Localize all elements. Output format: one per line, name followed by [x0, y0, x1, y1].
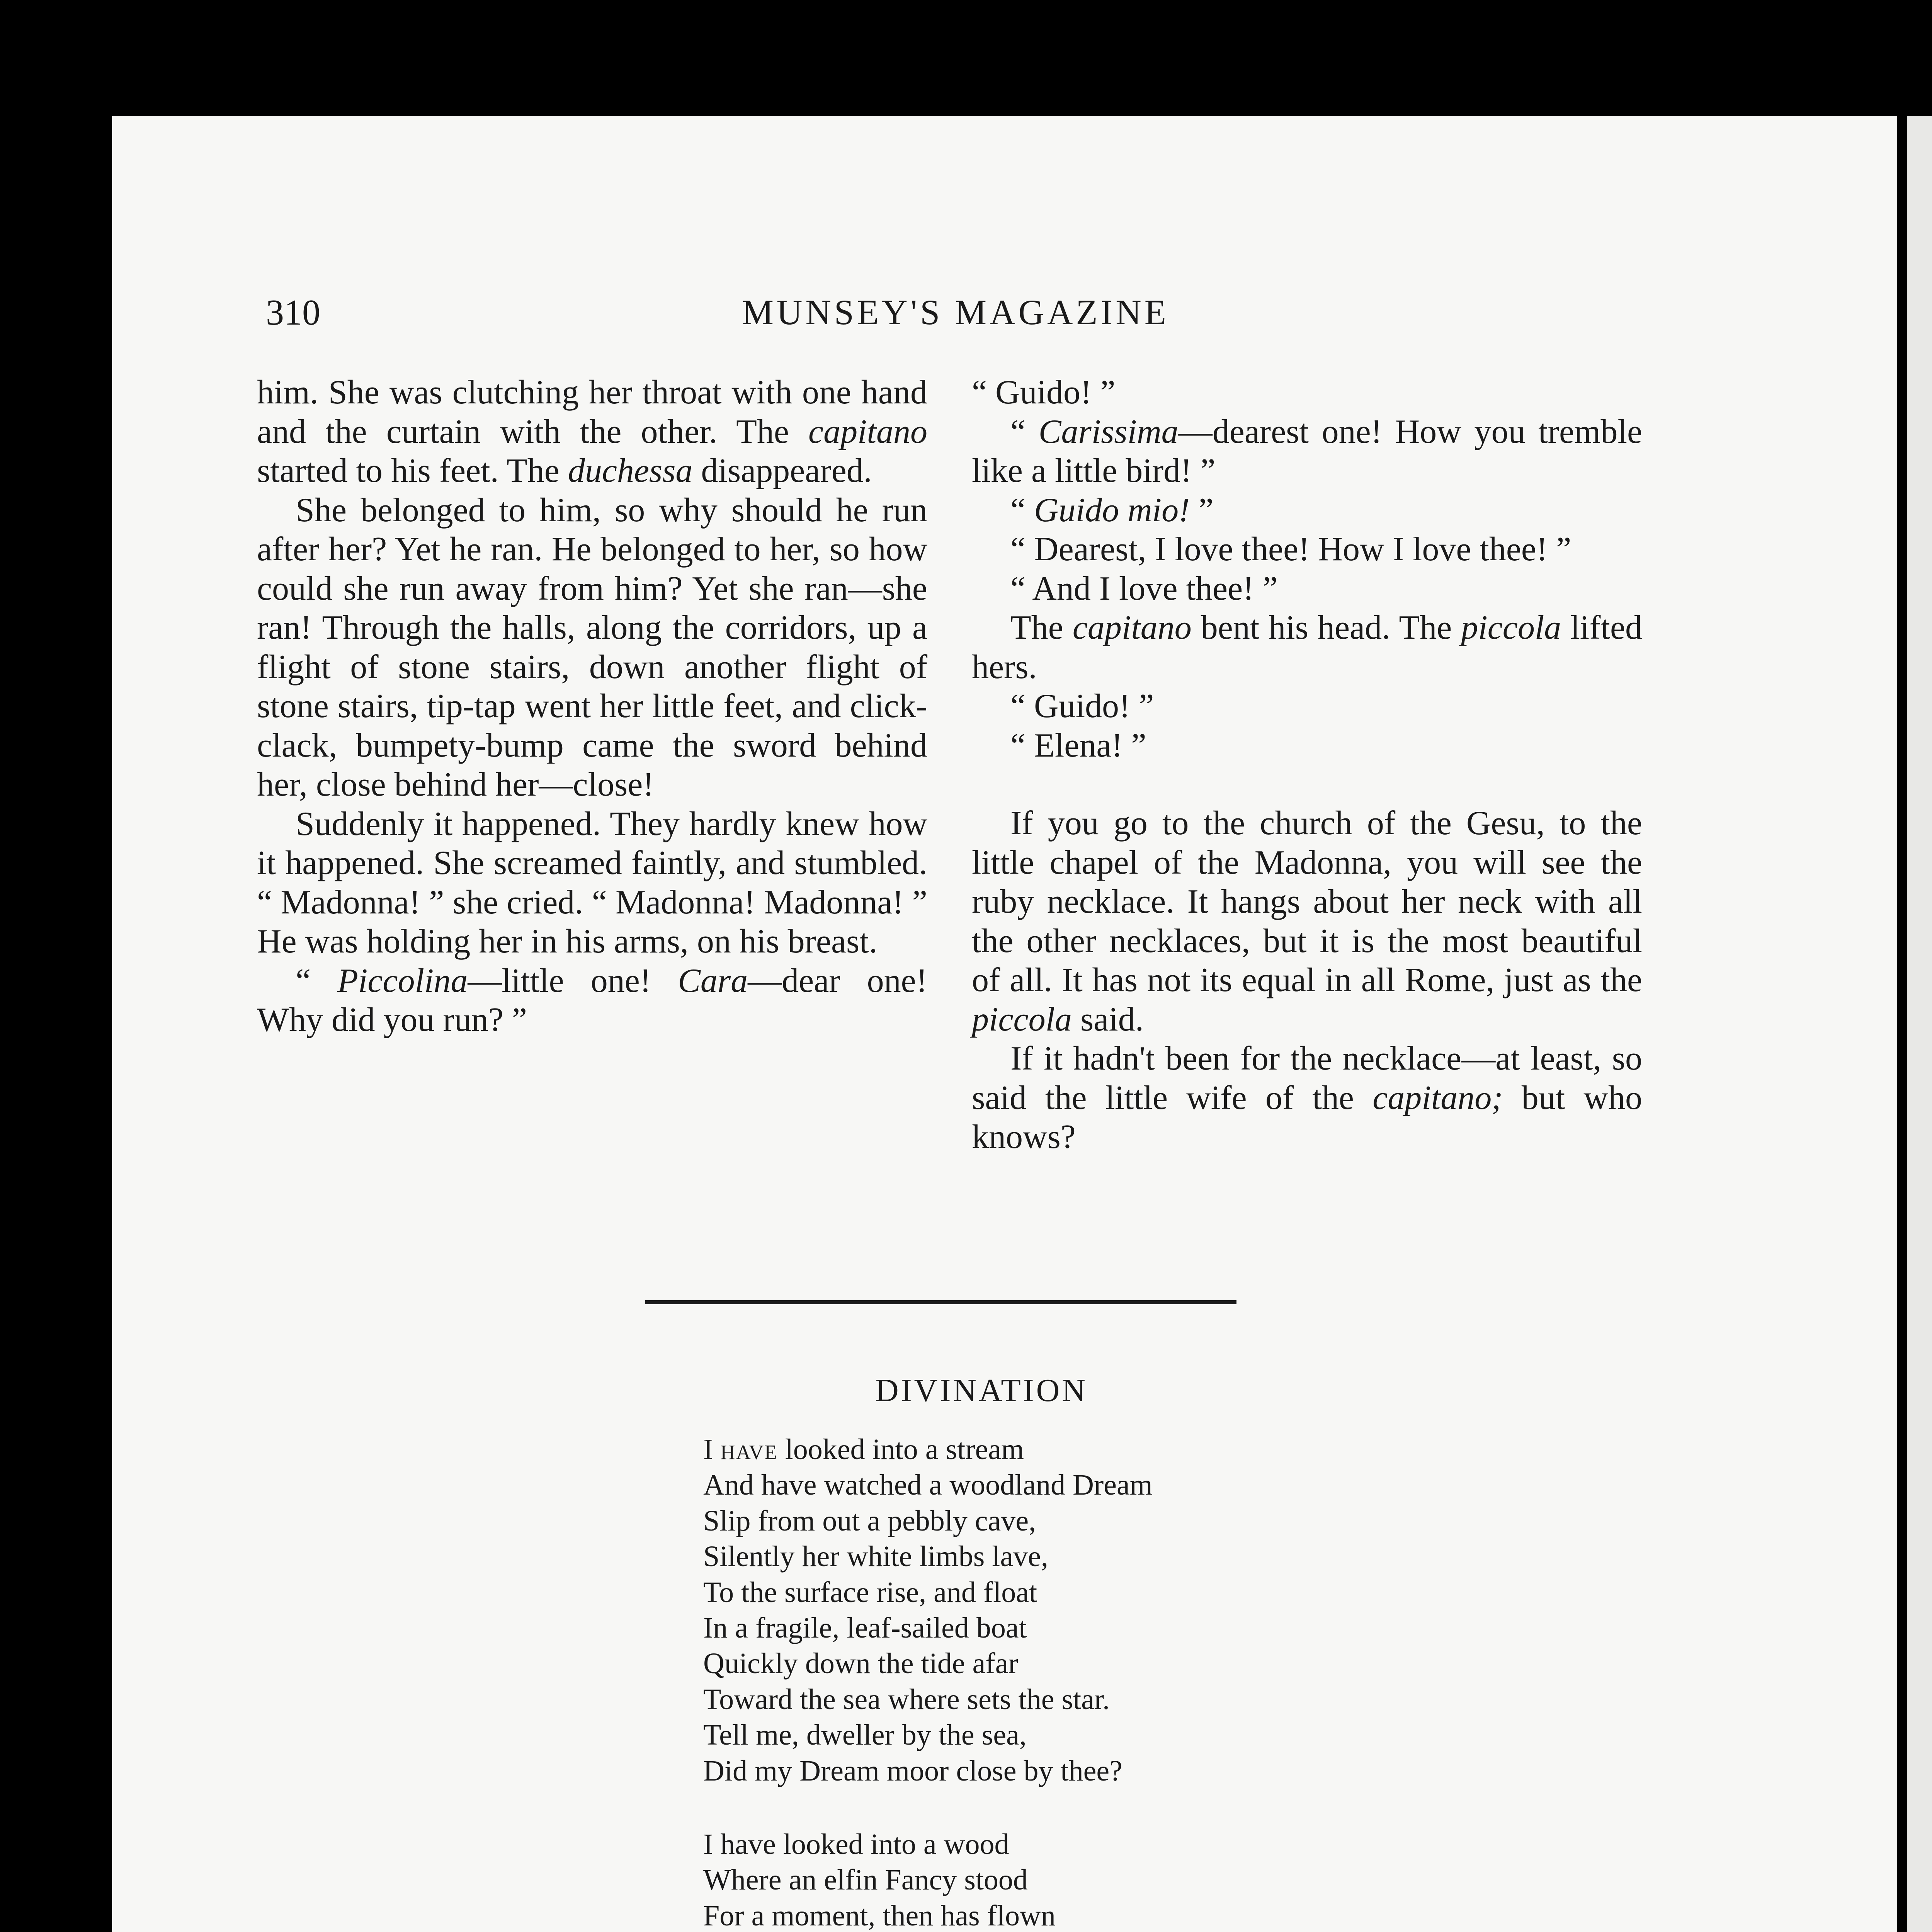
paragraph: If it hadn't been for the necklace—at least, so said the little wife of the capitano; but who knows? [972, 1040, 1642, 1156]
paragraph: If you go to the church of the Gesu, to the little chapel of the Madonna, you will see the ruby necklace. It hangs about her neck with all the other necklaces, but it is the most beautiful of all. It has not its equal in all Rome, just as the piccola said. [972, 804, 1642, 1038]
poem-stanza [703, 1827, 1553, 1932]
poem-line: Slip from out a pebbly cave, [703, 1504, 1036, 1537]
magazine-title: MUNSEY'S MAGAZINE [742, 293, 1169, 332]
poem-line: To the surface rise, and float [703, 1576, 1037, 1609]
paragraph: Suddenly it happened. They hardly knew how it happened. She screamed faintly, and stumbled. “ Madonna! ” she cried. “ Madonna! Madonna! ” He was holding her in his arms, on his breast. [257, 805, 927, 960]
poem-line: Silently her white limbs lave, [703, 1540, 1048, 1573]
right-column [972, 373, 1642, 1157]
paragraph: “ And I love thee! ” [1010, 570, 1278, 607]
poem-line: Did my Dream moor close by thee? [703, 1754, 1122, 1787]
paragraph: “ Dearest, I love thee! How I love thee! ” [1010, 531, 1571, 568]
poem-line: In a fragile, leaf-sailed boat [703, 1612, 1027, 1645]
paragraph: The capitano bent his head. The piccola lifted hers. [972, 609, 1642, 686]
paragraph: She belonged to him, so why should he run after her? Yet he ran. He belonged to her, so how could she run away from him? Yet she ran—she ran! Through the halls, along the corridors, up a flight of stone stairs, down another flight of stone stairs, tip-tap went her little feet, and click-clack, bumpety-bump came the sword behind her, close behind her—close! [257, 491, 927, 803]
poem-line: I have looked into a stream [703, 1433, 1024, 1466]
running-header [266, 292, 1645, 342]
paragraph: “ Guido mio! ” [1010, 491, 1214, 529]
poem-line: Tell me, dweller by the sea, [703, 1719, 1027, 1752]
poem-stanza [703, 1432, 1553, 1789]
poem-line: For a moment, then has flown [703, 1899, 1056, 1932]
poem-line: And have watched a woodland Dream [703, 1469, 1153, 1502]
paragraph: “ Guido! ” [1010, 687, 1154, 725]
paragraph: “ Piccolina—little one! Cara—dear one! Why did you run? ” [257, 962, 927, 1039]
poem-line: Quickly down the tide afar [703, 1647, 1018, 1680]
poem-line: Where an elfin Fancy stood [703, 1864, 1028, 1896]
poem-line: I have looked into a wood [703, 1828, 1009, 1861]
left-column [257, 373, 927, 1040]
paragraph: “ Elena! ” [1010, 726, 1146, 764]
page-edge [1907, 116, 1932, 1932]
poem-line: Toward the sea where sets the star. [703, 1683, 1110, 1716]
poem-body [703, 1432, 1553, 1932]
paragraph: him. She was clutching her throat with one hand and the curtain with the other. The capitano started to his feet. The duchessa disappeared. [257, 374, 927, 490]
poem-title: DIVINATION [875, 1372, 1088, 1408]
page-number: 310 [266, 293, 320, 333]
paragraph: “ Carissima—dearest one! How you tremble like a little bird! ” [972, 413, 1642, 490]
section-divider [645, 1300, 1236, 1304]
paragraph: “ Guido! ” [972, 374, 1116, 411]
